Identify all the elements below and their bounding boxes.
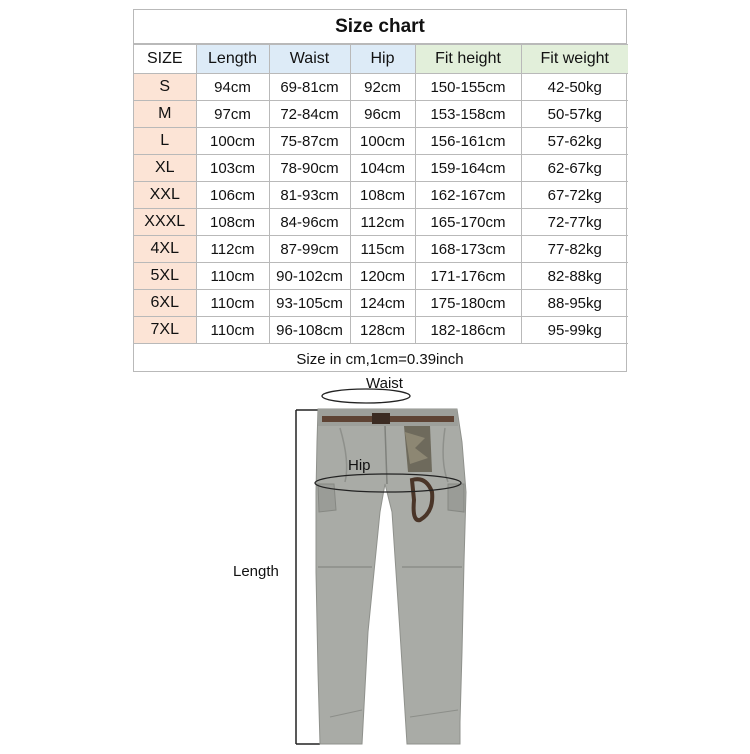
table-cell: 110cm [196, 263, 269, 290]
waist-label: Waist [366, 375, 403, 392]
table-row [134, 101, 628, 128]
table-cell: 110cm [196, 317, 269, 344]
table-cell: 108cm [350, 182, 415, 209]
header-length: Length [196, 45, 269, 74]
table-cell: 67-72kg [521, 182, 628, 209]
table-row [134, 263, 628, 290]
table-cell: 124cm [350, 290, 415, 317]
table-cell: 75-87cm [269, 128, 350, 155]
size-cell: 5XL [134, 263, 196, 290]
table-cell: 94cm [196, 74, 269, 101]
pants-diagram [0, 372, 750, 749]
table-cell: 112cm [350, 209, 415, 236]
table-cell: 82-88kg [521, 263, 628, 290]
table-cell: 115cm [350, 236, 415, 263]
table-cell: 87-99cm [269, 236, 350, 263]
table-header-row [134, 45, 628, 74]
table-cell: 96-108cm [269, 317, 350, 344]
header-waist: Waist [269, 45, 350, 74]
size-cell: M [134, 101, 196, 128]
table-cell: 42-50kg [521, 74, 628, 101]
table-cell: 108cm [196, 209, 269, 236]
table-row [134, 236, 628, 263]
table-cell: 104cm [350, 155, 415, 182]
table-cell: 93-105cm [269, 290, 350, 317]
table-row [134, 209, 628, 236]
size-cell: XXL [134, 182, 196, 209]
table-cell: 97cm [196, 101, 269, 128]
table-cell: 162-167cm [415, 182, 521, 209]
table-cell: 78-90cm [269, 155, 350, 182]
table-cell: 95-99kg [521, 317, 628, 344]
table-cell: 110cm [196, 290, 269, 317]
table-row [134, 74, 628, 101]
header-fit-height: Fit height [415, 45, 521, 74]
size-chart [133, 9, 627, 372]
table-cell: 106cm [196, 182, 269, 209]
size-note: Size in cm,1cm=0.39inch [296, 351, 464, 368]
table-cell: 120cm [350, 263, 415, 290]
table-cell: 72-84cm [269, 101, 350, 128]
table-row [134, 290, 628, 317]
table-cell: 96cm [350, 101, 415, 128]
table-cell: 88-95kg [521, 290, 628, 317]
length-label: Length [233, 563, 279, 580]
hip-label: Hip [348, 457, 371, 474]
size-cell: L [134, 128, 196, 155]
table-cell: 69-81cm [269, 74, 350, 101]
table-cell: 84-96cm [269, 209, 350, 236]
size-cell: 7XL [134, 317, 196, 344]
size-cell: 4XL [134, 236, 196, 263]
table-cell: 50-57kg [521, 101, 628, 128]
table-cell: 90-102cm [269, 263, 350, 290]
header-size: SIZE [134, 45, 196, 74]
size-cell: XXXL [134, 209, 196, 236]
table-row [134, 182, 628, 209]
table-cell: 100cm [196, 128, 269, 155]
table-cell: 57-62kg [521, 128, 628, 155]
table-cell: 150-155cm [415, 74, 521, 101]
size-cell: XL [134, 155, 196, 182]
pants-body [316, 409, 466, 744]
size-table [134, 44, 628, 344]
table-cell: 153-158cm [415, 101, 521, 128]
table-row [134, 317, 628, 344]
table-cell: 171-176cm [415, 263, 521, 290]
table-cell: 159-164cm [415, 155, 521, 182]
header-hip: Hip [350, 45, 415, 74]
table-cell: 112cm [196, 236, 269, 263]
table-cell: 168-173cm [415, 236, 521, 263]
table-cell: 128cm [350, 317, 415, 344]
table-cell: 165-170cm [415, 209, 521, 236]
size-chart-title: Size chart [134, 10, 626, 44]
table-cell: 92cm [350, 74, 415, 101]
header-fit-weight: Fit weight [521, 45, 628, 74]
table-cell: 81-93cm [269, 182, 350, 209]
table-cell: 77-82kg [521, 236, 628, 263]
size-cell: S [134, 74, 196, 101]
table-row [134, 128, 628, 155]
table-cell: 175-180cm [415, 290, 521, 317]
table-cell: 62-67kg [521, 155, 628, 182]
table-cell: 103cm [196, 155, 269, 182]
table-cell: 156-161cm [415, 128, 521, 155]
pants-illustration [0, 372, 750, 749]
table-cell: 182-186cm [415, 317, 521, 344]
table-cell: 100cm [350, 128, 415, 155]
table-row [134, 155, 628, 182]
size-cell: 6XL [134, 290, 196, 317]
table-cell: 72-77kg [521, 209, 628, 236]
